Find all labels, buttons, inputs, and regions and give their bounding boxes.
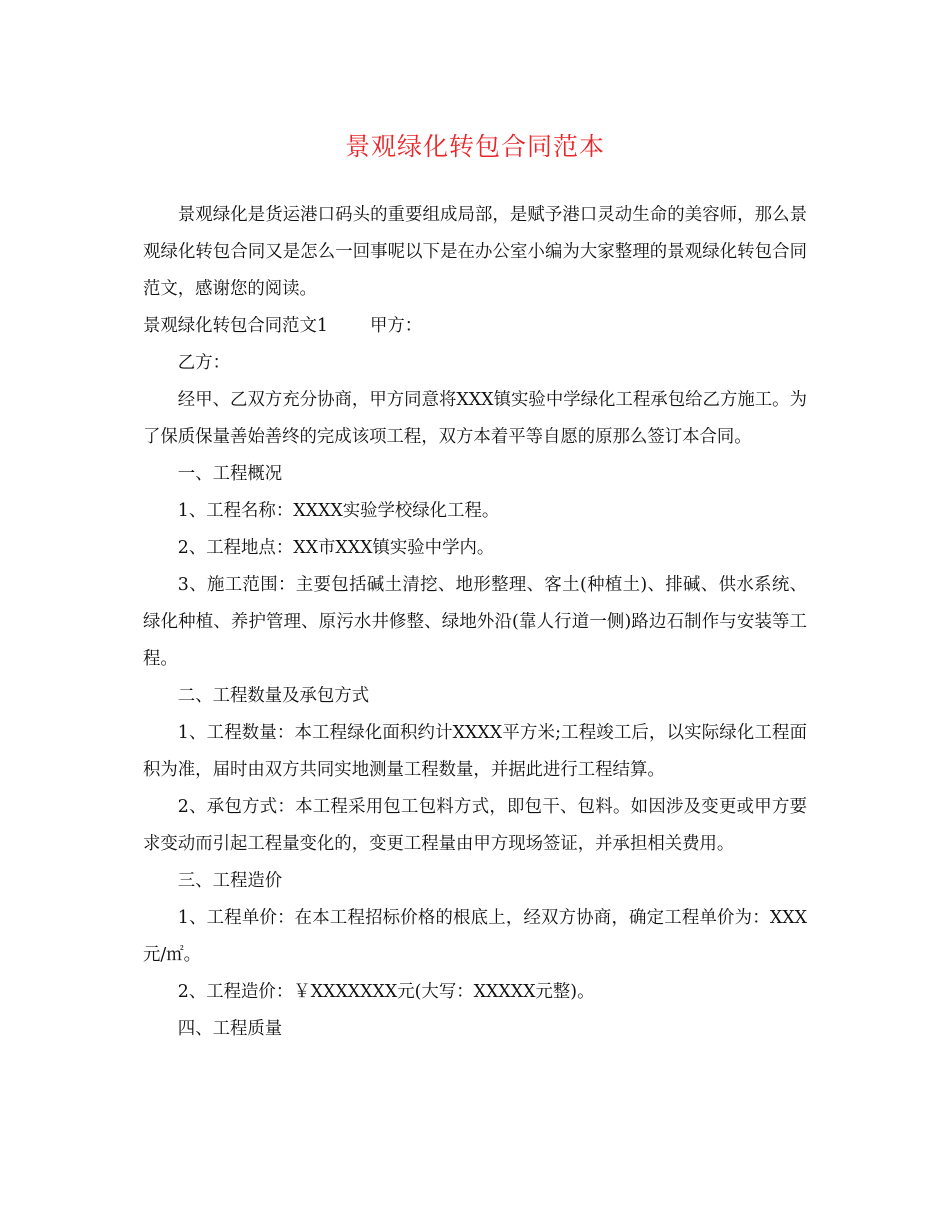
heading-project-quality: 四、工程质量	[177, 1019, 283, 1039]
heading-project-overview: 一、工程概况	[177, 464, 283, 484]
project-location-item: 2、工程地点：XX市XXX镇实验中学内。	[177, 538, 495, 558]
construction-scope-item: 3、施工范围：主要包括碱土清挖、地形整理、客土(种植土)、排碱、供水系统、绿化种植、养护管理、原污水井修整、绿地外沿(靠人行道一侧)路边石制作与安装等工程。	[143, 575, 807, 669]
total-cost-item: 2、工程造价：￥XXXXXXX元(大写：XXXXX元整)。	[177, 982, 595, 1002]
intro-paragraph: 景观绿化是货运港口码头的重要组成局部，是赋予港口灵动生命的美容师，那么景观绿化转包合同又是怎么一回事呢以下是在办公室小编为大家整理的景观绿化转包合同范文，感谢您的阅读。	[143, 205, 807, 299]
contract-method-item: 2、承包方式：本工程采用包工包料方式，即包干、包料。如因涉及变更或甲方要求变动而引起工程量变化的，变更工程量由甲方现场签证，并承担相关费用。	[143, 797, 807, 854]
party-b-label: 乙方：	[177, 353, 230, 373]
project-quantity-item: 1、工程数量：本工程绿化面积约计XXXX平方米;工程竣工后，以实际绿化工程面积为准，届时由双方共同实地测量工程数量，并据此进行工程结算。	[143, 723, 807, 780]
party-a-label: 甲方：	[369, 316, 423, 336]
document-body	[143, 197, 807, 1048]
section-heading-line	[143, 308, 807, 345]
section-heading: 景观绿化转包合同范文1	[143, 316, 328, 336]
unit-price-item: 1、工程单价：在本工程招标价格的根底上，经双方协商，确定工程单价为：XXX元/㎡。	[143, 908, 807, 965]
heading-quantity-contract-method: 二、工程数量及承包方式	[177, 686, 370, 706]
project-name-item: 1、工程名称：XXXX实验学校绿化工程。	[177, 501, 500, 521]
document-title: 景观绿化转包合同范本	[344, 132, 605, 161]
heading-project-cost: 三、工程造价	[177, 871, 283, 891]
agreement-paragraph: 经甲、乙双方充分协商，甲方同意将XXX镇实验中学绿化工程承包给乙方施工。为了保质保量善始善终的完成该项工程，双方本着平等自愿的原那么签订本合同。	[143, 390, 807, 447]
